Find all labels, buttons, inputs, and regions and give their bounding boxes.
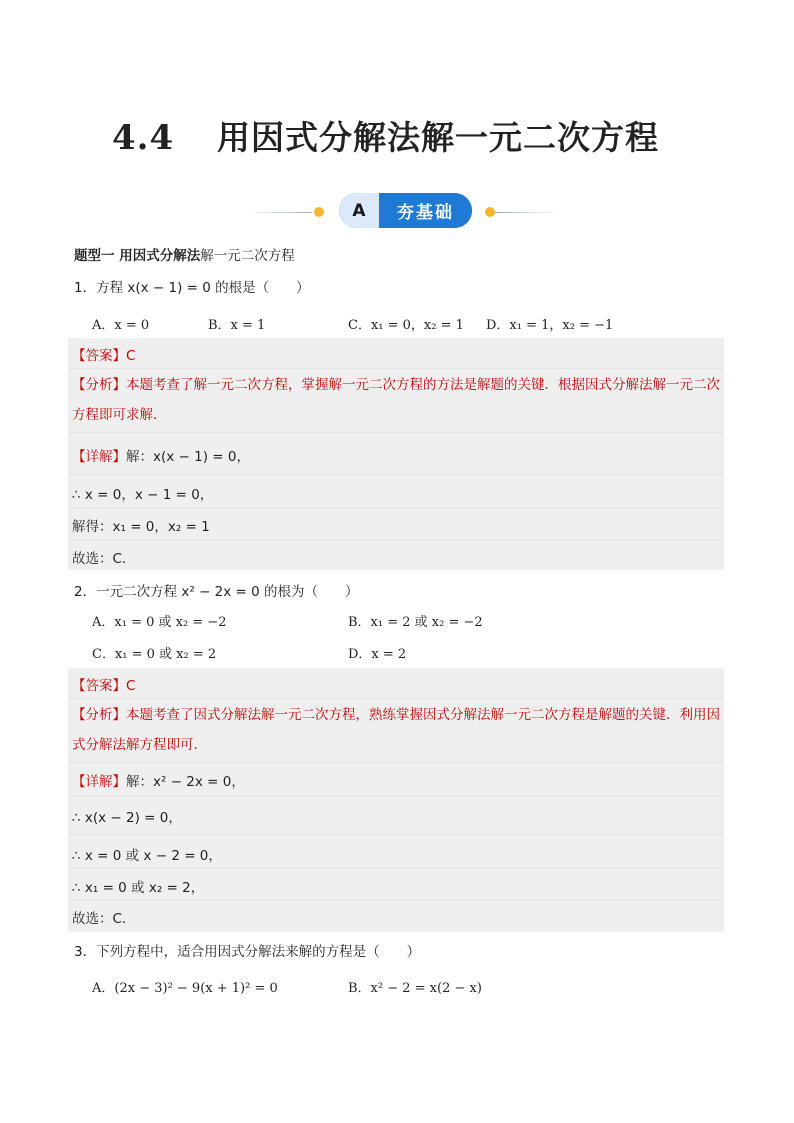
q1-analysis-tag: 【分析】	[72, 377, 126, 393]
row-divider	[68, 796, 724, 797]
section-heading	[74, 244, 295, 264]
q2-option-d: D．x = 2	[348, 647, 407, 662]
section-heading-bold: 题型一 用因式分解法	[74, 248, 201, 264]
q1-option-c: C．x₁ = 0，x₂ = 1	[348, 318, 464, 333]
badge-label: 夯基础	[379, 193, 472, 228]
divider-right	[494, 212, 560, 213]
dot-left-icon	[314, 207, 324, 217]
q1-detail-tag: 【详解】	[72, 449, 126, 465]
row-divider	[68, 698, 724, 699]
page-title: 用因式分解法解一元二次方程	[217, 118, 659, 157]
question-2-stem: 2．一元二次方程 x² − 2x = 0 的根为（ ）	[74, 584, 359, 600]
q1-option-b: B．x = 1	[208, 318, 266, 333]
q1-choice: 故选：C．	[72, 551, 136, 567]
q1-detail	[72, 445, 250, 465]
row-divider	[68, 868, 724, 869]
q2-option-a: A．x₁ = 0 或 x₂ = −2	[92, 615, 227, 630]
q1-answer	[72, 344, 135, 364]
question-1-stem: 1．方程 x(x − 1) = 0 的根是（ ）	[74, 280, 310, 296]
q2-step-2: ∴ x = 0 或 x − 2 = 0，	[72, 848, 222, 864]
q3-option-a: A．(2x − 3)² − 9(x + 1)² = 0	[92, 981, 278, 996]
q2-answer	[72, 674, 135, 694]
badge-letter: A	[339, 193, 379, 228]
q1-step-1: ∴ x = 0，x − 1 = 0，	[72, 487, 214, 503]
row-divider	[68, 762, 724, 763]
level-badge	[339, 193, 472, 228]
q2-option-c: C．x₁ = 0 或 x₂ = 2	[92, 647, 217, 662]
row-divider	[68, 540, 724, 541]
q1-answer-tag: 【答案】	[72, 348, 126, 364]
q2-answer-tag: 【答案】	[72, 678, 126, 694]
q2-analysis-text: 本题考查了因式分解法解一元二次方程，熟练掌握因式分解法解一元二次方程是解题的关键．利用因式分解法解方程即可．	[72, 707, 720, 753]
q1-option-a: A．x = 0	[92, 318, 150, 333]
q2-analysis-tag: 【分析】	[72, 707, 126, 723]
q1-step-2: 解得：x₁ = 0，x₂ = 1	[72, 519, 210, 535]
q1-detail-text: 解：x(x − 1) = 0，	[126, 449, 250, 465]
q2-answer-value: C	[126, 678, 136, 694]
q2-analysis	[72, 700, 720, 760]
row-divider	[68, 900, 724, 901]
q1-answer-value: C	[126, 348, 136, 364]
dot-right-icon	[485, 207, 495, 217]
row-divider	[68, 508, 724, 509]
row-divider	[68, 834, 724, 835]
q2-step-3: ∴ x₁ = 0 或 x₂ = 2，	[72, 880, 205, 896]
row-divider	[68, 432, 724, 433]
q1-option-d: D．x₁ = 1，x₂ = −1	[486, 318, 614, 333]
q2-step-1: ∴ x(x − 2) = 0，	[72, 810, 182, 826]
q1-analysis	[72, 370, 720, 430]
section-heading-rest: 解一元二次方程	[200, 248, 295, 264]
q2-detail-tag: 【详解】	[72, 774, 126, 790]
divider-left	[246, 212, 312, 213]
q3-option-b: B．x² − 2 = x(2 − x)	[348, 981, 482, 996]
row-divider	[68, 474, 724, 475]
q1-analysis-text: 本题考查了解一元二次方程，掌握解一元二次方程的方法是解题的关键．根据因式分解法解一元二次方程即可求解．	[72, 377, 720, 423]
q2-option-b: B．x₁ = 2 或 x₂ = −2	[348, 615, 483, 630]
row-divider	[68, 368, 724, 369]
q2-choice: 故选：C．	[72, 911, 136, 927]
q2-detail-text: 解：x² − 2x = 0，	[126, 774, 245, 790]
section-number: 4.4	[112, 118, 175, 158]
q2-detail	[72, 770, 245, 790]
question-3-stem: 3．下列方程中，适合用因式分解法来解的方程是（ ）	[74, 944, 421, 960]
